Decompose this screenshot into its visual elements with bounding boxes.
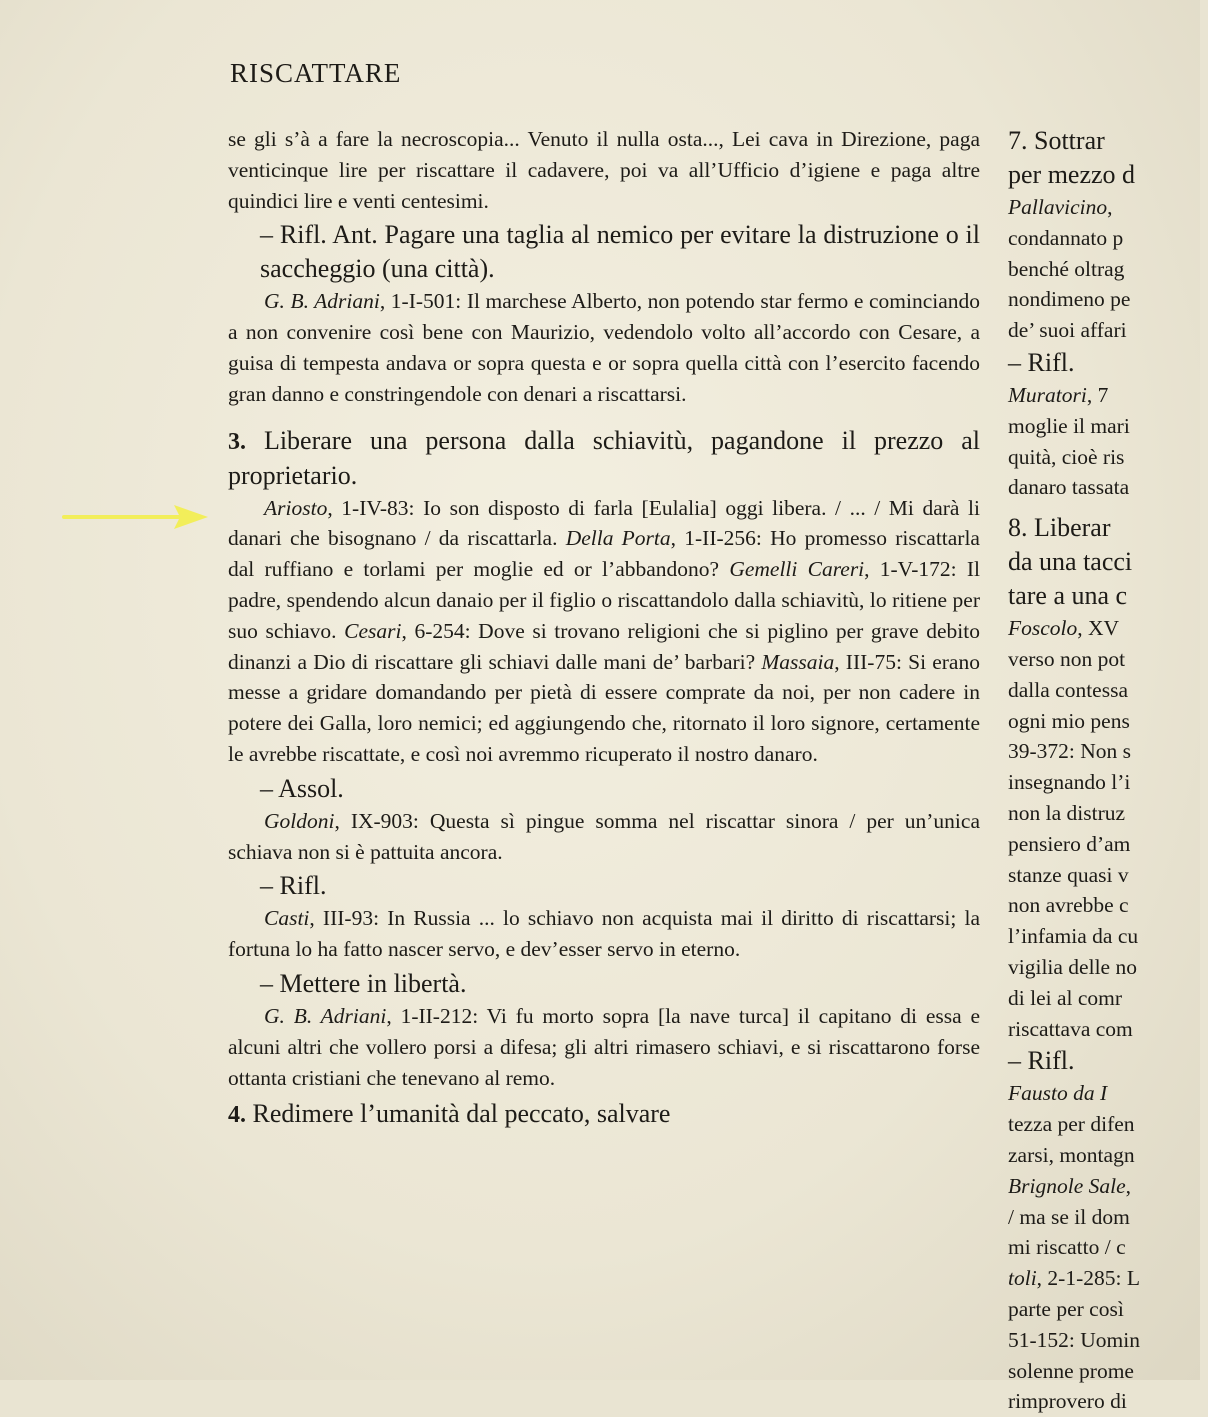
- right-column-line: stanze quasi v: [1008, 862, 1129, 887]
- right-column-line: per mezzo d: [1008, 160, 1136, 189]
- right-column-line: mi riscatto / c: [1008, 1235, 1126, 1260]
- right-column-line: vigilia delle no: [1008, 954, 1137, 979]
- right-column-line: non avrebbe c: [1008, 893, 1129, 918]
- right-column-line: / ma se il dom: [1008, 1204, 1130, 1229]
- citation-goldoni: [228, 806, 980, 868]
- citation-adriani-1: [228, 286, 980, 409]
- sense-rifl-ant: – Rifl. Ant. Pagare una taglia al nemico per evitare la distruzione o il saccheggio (una città).: [260, 220, 980, 284]
- citation-text: , 1-II-212: Vi fu morto sopra [la nave turca] il capitano di essa e alcuni altri che vollero porsi a difesa; gli altri rimasero schiavi, e si riscattarono forse ottanta cristiani che tenevano al remo.: [228, 1003, 981, 1090]
- right-column-line: pensiero d’am: [1008, 831, 1131, 856]
- citation-author: Casti: [264, 906, 310, 931]
- right-column-line: riscattava com: [1008, 1016, 1133, 1041]
- entry-text: se gli s’à a fare la necroscopia... Venuto il nulla osta..., Lei cava in Direzione, paga venticinque lire per riscattare il cadavere, poi va all’Ufficio d’igiene e paga altre quindici lire e venti centesimi.: [228, 127, 980, 213]
- citation-author: Gemelli Careri: [729, 557, 865, 582]
- sense-rifl: – Rifl.: [260, 871, 327, 901]
- citation-text: , IX-903: Questa sì pingue somma nel riscattar sinora / per un’unica schiava non si è pattuita ancora.: [228, 808, 980, 864]
- right-column-line: Muratori, 7: [1008, 382, 1109, 407]
- right-column-line: 39-372: Non s: [1008, 739, 1132, 764]
- right-column-line: parte per così: [1008, 1296, 1124, 1321]
- citation-block-3: [228, 493, 980, 770]
- right-column-line: 7. Sottrar: [1008, 126, 1105, 155]
- citation-text: , III-93: In Russia ... lo schiavo non acquista mai il diritto di riscattarsi; la fortuna lo ha fatto nascer servo, e dev’esser servo in eterno.: [228, 906, 980, 962]
- citation-text: , 1-IV-83: Io son disposto di farla [Eulalia] oggi libera. / ... / Mi darà li danari che bisognano / da riscattarla.: [228, 495, 980, 551]
- definition-text: Liberare una persona dalla schiavitù, pagandone il prezzo al proprietario.: [228, 425, 980, 490]
- right-column-line: da una tacci: [1008, 547, 1133, 577]
- right-column-line: nondimeno pe: [1008, 287, 1131, 312]
- right-column-line: solenne prome: [1008, 1358, 1134, 1383]
- definition-number: 3.: [228, 428, 246, 455]
- citation-text: , 1-II-256: Ho promesso riscattarla dal ruffiano e torlami per moglie ed or l’abbandono?: [228, 526, 980, 582]
- right-column-line: de’ suoi affari: [1008, 318, 1127, 343]
- right-column-line: 8. Liberar: [1008, 513, 1111, 543]
- left-column: [228, 124, 980, 1132]
- right-column-line: tezza per difen: [1008, 1112, 1135, 1137]
- definition-3: [228, 424, 980, 493]
- right-column-line: quità, cioè ris: [1008, 444, 1125, 469]
- right-column-line: 51-152: Uomin: [1008, 1327, 1140, 1352]
- right-column-line: l’infamia da cu: [1008, 924, 1139, 949]
- right-column-line: dalla contessa: [1008, 677, 1128, 702]
- citation-adriani-2: [228, 1001, 980, 1093]
- sense-assol: – Assol.: [260, 773, 344, 803]
- right-column-line: tare a una c: [1008, 581, 1128, 611]
- right-column-line: – Rifl.: [1008, 1046, 1075, 1076]
- right-column-line: insegnando l’i: [1008, 770, 1131, 795]
- citation-author: G. B. Adriani: [264, 289, 380, 314]
- definition-4: [228, 1097, 980, 1132]
- definition-text: Redimere l’umanità dal peccato, salvare: [246, 1099, 671, 1129]
- right-column-line: danaro tassata: [1008, 475, 1130, 500]
- citation-author: G. B. Adriani: [264, 1003, 387, 1028]
- right-column-line: di lei al comr: [1008, 985, 1123, 1010]
- right-column-line: Pallavicino,: [1008, 195, 1113, 219]
- right-column-line: Foscolo, XV: [1008, 616, 1120, 641]
- right-column-line: rimprovero di: [1008, 1389, 1127, 1414]
- citation-text: , III-75: Si erano messe a gridare domandando per pietà di essere comprate da noi, per non cadere in potere dei Galla, loro nemici; ed aggiungendo che, ritornato il loro signore, certamente le avrebbe riscattate, e così noi avremmo ricuperato il nostro danaro.: [228, 649, 980, 766]
- right-column-line: moglie il mari: [1008, 413, 1130, 438]
- right-column-line: toli, 2-1-285: L: [1008, 1266, 1140, 1291]
- citation-author: Goldoni: [264, 808, 335, 833]
- citation-casti: [228, 903, 980, 965]
- sense-mettere-in-liberta: – Mettere in libertà.: [260, 968, 467, 998]
- right-column: [1008, 124, 1208, 1414]
- right-column-line: Fausto da I: [1008, 1081, 1108, 1106]
- right-column-line: Brignole Sale,: [1008, 1173, 1132, 1198]
- citation-author: Della Porta: [565, 526, 671, 551]
- citation-author: Massaia: [761, 649, 835, 674]
- right-column-line: – Rifl.: [1008, 347, 1075, 377]
- right-column-line: zarsi, montagn: [1008, 1142, 1135, 1167]
- right-column-line: [1008, 503, 1208, 511]
- yellow-arrow-icon: [60, 502, 210, 532]
- definition-number: 4.: [228, 1102, 246, 1129]
- citation-author: Ariosto: [264, 495, 328, 520]
- right-column-line: ogni mio pens: [1008, 708, 1130, 733]
- right-column-line: condannato p: [1008, 225, 1124, 250]
- right-column-line: non la distruz: [1008, 800, 1126, 825]
- citation-author: Cesari: [344, 618, 402, 643]
- citation-text: , 1-I-501: Il marchese Alberto, non potendo star fermo e cominciando a non convenire così bene con Maurizio, vedendolo volto all’accordo con Cesare, a guisa di tempesta andava or sopra questa e or sopra quella città con l’esercito facendo gran danno e constringendole con denari a riscattarsi.: [228, 289, 981, 406]
- citation-text: , 1-V-172: Il padre, spendendo alcun danaio per il figlio o riscattandolo dalla schiavitù, lo ritiene per suo schiavo.: [228, 557, 980, 643]
- right-column-line: verso non pot: [1008, 646, 1126, 671]
- running-head: RISCATTARE: [230, 58, 402, 88]
- citation-text: , 6-254: Dove si trovano religioni che si piglino per grave debito dinanzi a Dio di riscattare gli schiavi dalle mani de’ barbari?: [228, 618, 980, 674]
- right-column-line: benché oltrag: [1008, 256, 1125, 281]
